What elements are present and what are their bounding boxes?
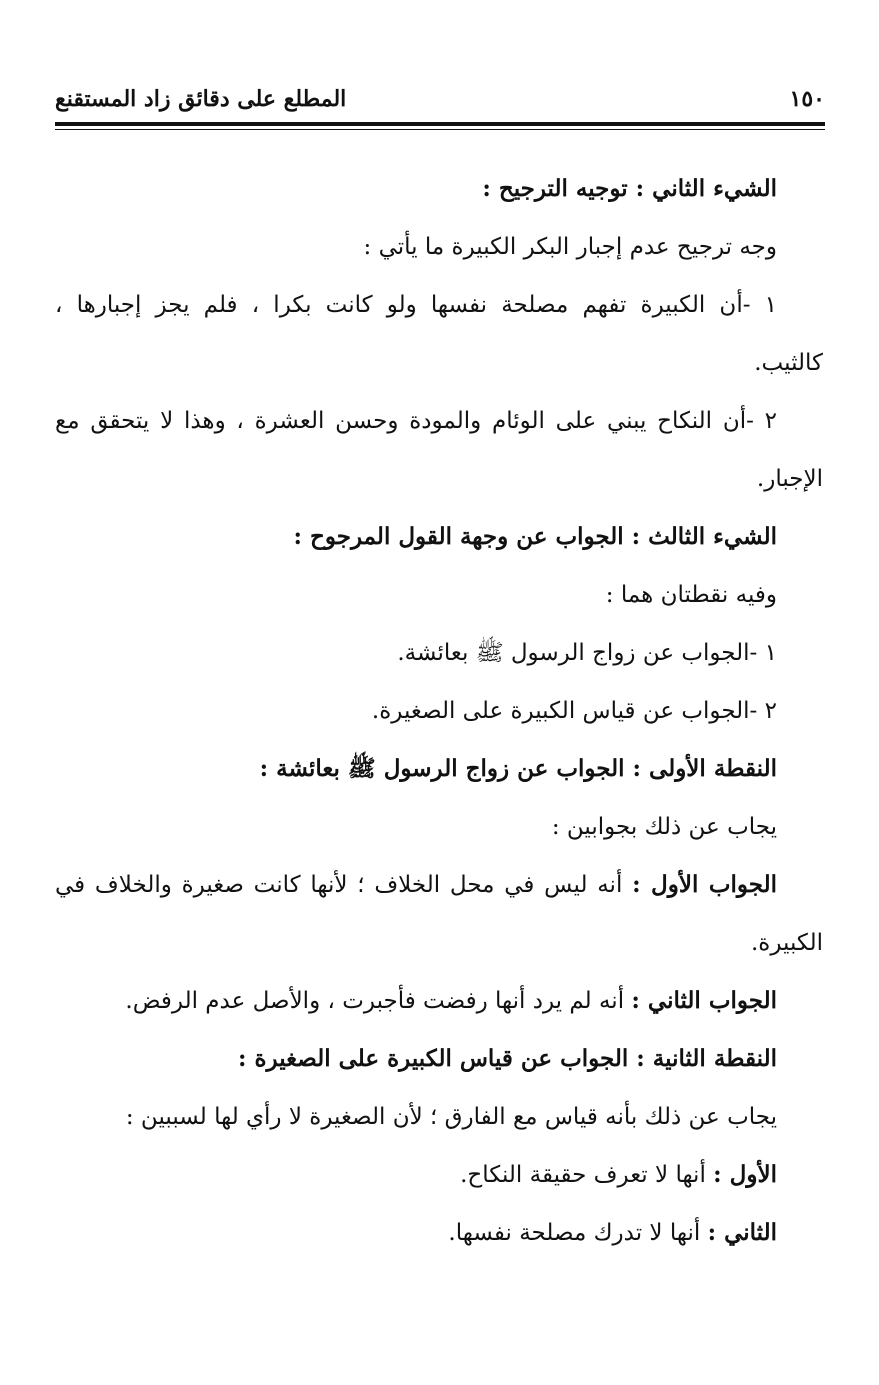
running-header: [55, 80, 825, 116]
paragraph-points: وفيه نقطتان هما :: [605, 582, 777, 608]
list-item-1: ١ -أن الكبيرة تفهم مصلحة نفسها ولو كانت بكرا ، فلم يجز إجبارها ،: [55, 292, 777, 318]
list-item-2: ٢ -أن النكاح يبني على الوئام والمودة وحسن العشرة ، وهذا لا يتحقق مع: [55, 408, 777, 434]
point-item-1: ١ -الجواب عن زواج الرسول ﷺ بعائشة.: [397, 640, 777, 666]
section-heading-2: الشيء الثاني : توجيه الترجيح :: [482, 175, 777, 202]
point-item-2: ٢ -الجواب عن قياس الكبيرة على الصغيرة.: [371, 698, 777, 724]
reason-1-label: الأول :: [713, 1161, 777, 1188]
point-heading-2: النقطة الثانية : الجواب عن قياس الكبيرة على الصغيرة :: [237, 1045, 777, 1072]
list-item-2-continuation: الإجبار.: [756, 466, 823, 492]
answer-1: [55, 856, 777, 914]
book-title: المطلع على دقائق زاد المستقنع: [55, 86, 347, 112]
answer-1-label: الجواب الأول :: [632, 871, 777, 898]
reason-2: [55, 1204, 777, 1262]
page-number: ١٥٠: [789, 86, 825, 112]
reason-2-text: أنها لا تدرك مصلحة نفسها.: [448, 1220, 701, 1246]
list-item-1-continuation: كالثيب.: [754, 350, 823, 376]
reason-2-label: الثاني :: [707, 1219, 777, 1246]
header-rule-thick: [55, 122, 825, 126]
answer-2-text: أنه لم يرد أنها رفضت فأجبرت ، والأصل عدم الرفض.: [125, 988, 625, 1014]
answer-2-label: الجواب الثاني :: [631, 987, 777, 1014]
paragraph-analogy: يجاب عن ذلك بأنه قياس مع الفارق ؛ لأن الصغيرة لا رأي لها لسببين :: [125, 1104, 777, 1130]
answer-2: [55, 972, 777, 1030]
page-body: [55, 160, 823, 1262]
paragraph-two-answers: يجاب عن ذلك بجوابين :: [551, 814, 777, 840]
section-heading-3: الشيء الثالث : الجواب عن وجهة القول المرجوح :: [293, 523, 777, 550]
reason-1: [55, 1146, 777, 1204]
header-rule-thin: [55, 129, 825, 130]
point-heading-1: النقطة الأولى : الجواب عن زواج الرسول ﷺ بعائشة :: [259, 755, 777, 782]
answer-1-continuation: الكبيرة.: [750, 930, 823, 956]
answer-1-text: أنه ليس في محل الخلاف ؛ لأنها كانت صغيرة والخلاف في: [55, 872, 623, 898]
reason-1-text: أنها لا تعرف حقيقة النكاح.: [460, 1162, 706, 1188]
paragraph-intro: وجه ترجيح عدم إجبار البكر الكبيرة ما يأتي :: [363, 234, 777, 260]
